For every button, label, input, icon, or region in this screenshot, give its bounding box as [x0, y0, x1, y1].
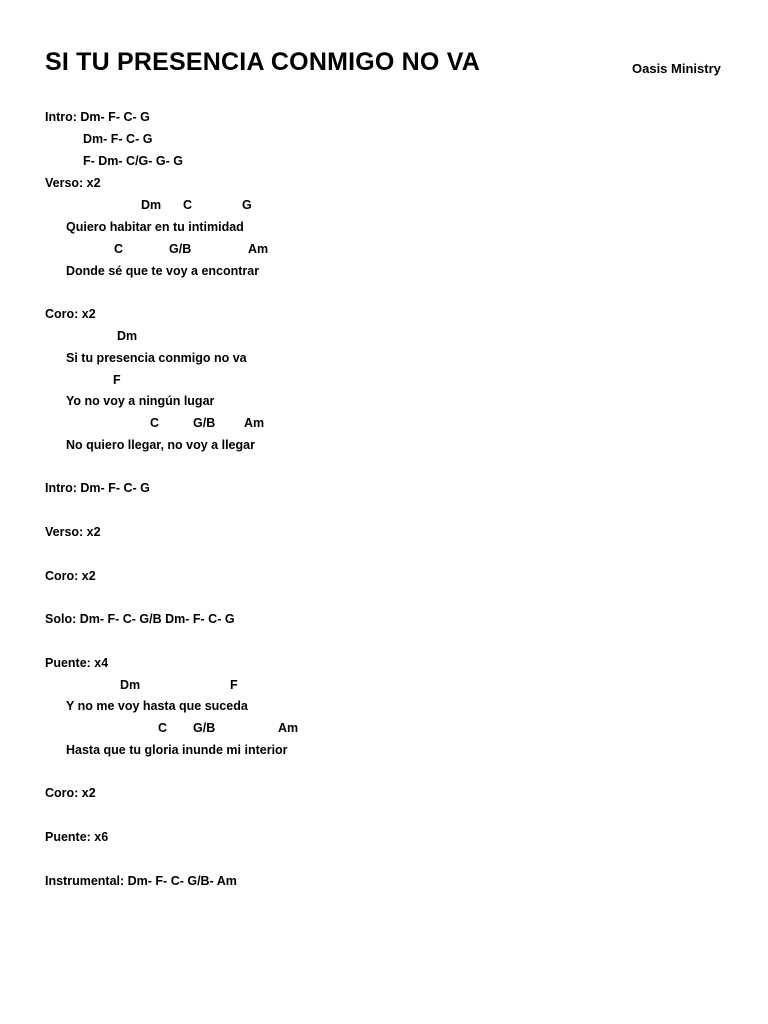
- intro-line: Intro: Dm- F- C- G: [45, 110, 150, 124]
- chord-row: [0, 328, 700, 344]
- lyric-line: Yo no voy a ningún lugar: [66, 394, 215, 408]
- intro-line-2: Dm- F- C- G: [83, 132, 153, 146]
- chord-row: [0, 372, 700, 388]
- chord: Dm: [120, 678, 141, 692]
- intro-line-3: F- Dm- C/G- G- G: [83, 154, 183, 168]
- lyric-line: Y no me voy hasta que suceda: [66, 699, 248, 713]
- chord: Dm: [117, 329, 138, 343]
- chord: G: [242, 198, 252, 212]
- lyric-line: No quiero llegar, no voy a llegar: [66, 438, 255, 452]
- chord: Am: [248, 242, 269, 256]
- section-heading-coro: Coro: x2: [45, 307, 96, 321]
- section-heading-puente: Puente: x6: [45, 830, 109, 844]
- section-heading-verso: Verso: x2: [45, 176, 101, 190]
- lyric-line: Si tu presencia conmigo no va: [66, 351, 247, 365]
- lyric-line: Hasta que tu gloria inunde mi interior: [66, 743, 288, 757]
- section-heading-coro: Coro: x2: [45, 786, 96, 800]
- section-heading-puente: Puente: x4: [45, 656, 109, 670]
- artist-name: Oasis Ministry: [632, 61, 721, 76]
- chord-row: [0, 241, 700, 257]
- section-heading-coro: Coro: x2: [45, 569, 96, 583]
- chord: C: [183, 198, 193, 212]
- chord: Am: [244, 416, 265, 430]
- section-heading-verso: Verso: x2: [45, 525, 101, 539]
- chord-row: [0, 197, 700, 213]
- chord: C: [114, 242, 124, 256]
- chord: Dm: [141, 198, 162, 212]
- section-heading-solo: Solo: Dm- F- C- G/B Dm- F- C- G: [45, 612, 235, 626]
- chord: C: [150, 416, 160, 430]
- chord-row: [0, 720, 700, 736]
- song-title: SI TU PRESENCIA CONMIGO NO VA: [45, 48, 480, 76]
- lyric-line: Quiero habitar en tu intimidad: [66, 220, 244, 234]
- chord: F: [230, 678, 238, 692]
- chord: F: [113, 373, 121, 387]
- chord: G/B: [169, 242, 192, 256]
- chord-row: [0, 677, 700, 693]
- chord: G/B: [193, 721, 216, 735]
- lyric-line: Donde sé que te voy a encontrar: [66, 264, 260, 278]
- chord: G/B: [193, 416, 216, 430]
- chord: Am: [278, 721, 299, 735]
- section-heading-intro: Intro: Dm- F- C- G: [45, 481, 150, 495]
- section-heading-instrumental: Instrumental: Dm- F- C- G/B- Am: [45, 874, 237, 888]
- chord: C: [158, 721, 168, 735]
- chord-row: [0, 415, 700, 431]
